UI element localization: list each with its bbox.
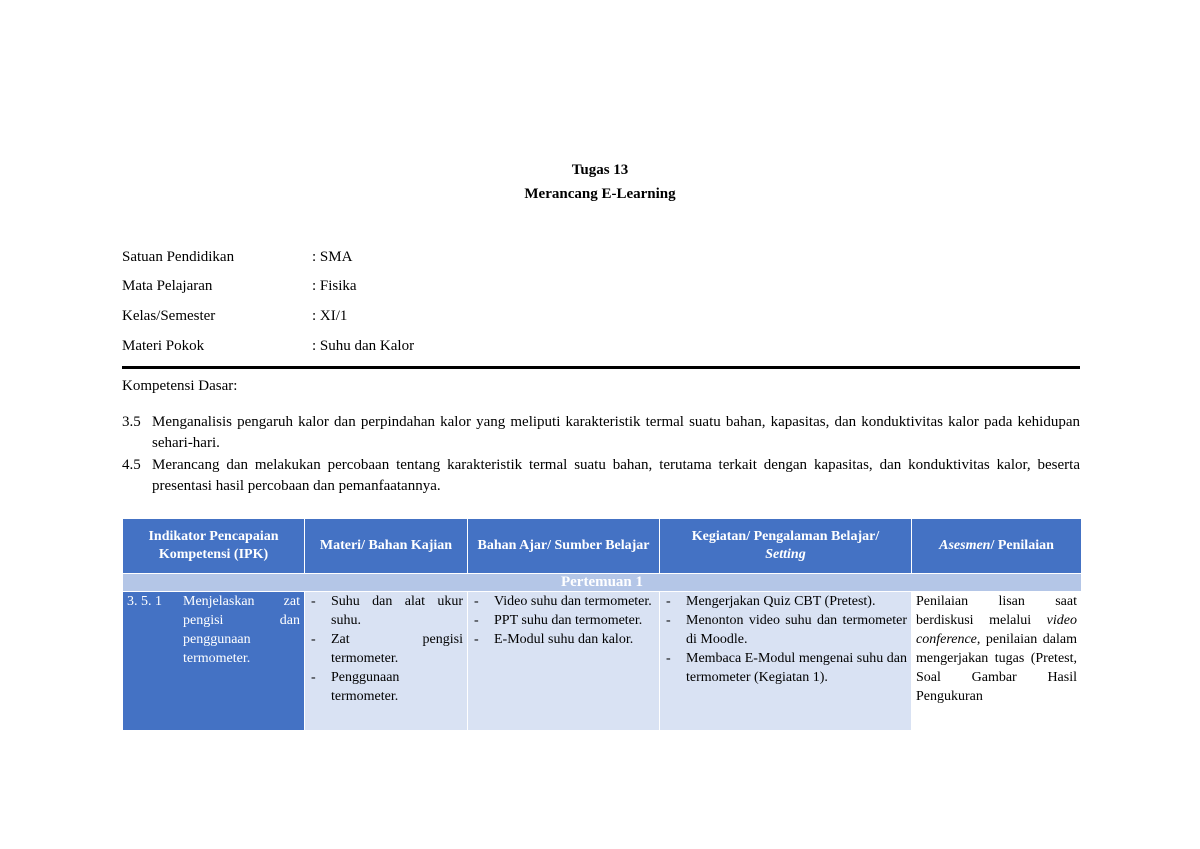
asesmen-cell	[912, 592, 1082, 731]
kompetensi-item	[122, 412, 1080, 454]
list-item: - Zat pengisi termometer.	[311, 632, 463, 666]
bahan-cell	[468, 592, 660, 731]
document-subtitle: Merancang E-Learning	[524, 186, 676, 202]
header-ipk: Indikator Pencapaian Kompetensi (IPK)	[123, 519, 305, 574]
kompetensi-item	[122, 455, 1080, 497]
list-item: - PPT suhu dan termometer.	[474, 613, 643, 628]
learning-plan-table	[122, 518, 1082, 731]
info-label: Kelas/Semester	[122, 308, 216, 324]
info-value: : SMA	[312, 249, 353, 265]
info-value: : Fisika	[312, 278, 357, 294]
list-item: - Suhu dan alat ukur suhu.	[311, 594, 463, 628]
ipk-cell	[123, 592, 305, 731]
header-bahan: Bahan Ajar/ Sumber Belajar	[468, 519, 660, 574]
header-kegiatan-label: Kegiatan/ Pengalaman Belajar/	[691, 529, 880, 544]
header-kegiatan-setting: Setting	[765, 547, 806, 562]
ipk-text: Menjelaskan zat pengisi dan penggunaan termometer.	[183, 594, 300, 666]
header-asesmen-label: / Penilaian	[990, 538, 1054, 553]
header-asesmen-em: Asesmen	[939, 538, 991, 553]
info-label: Satuan Pendidikan	[122, 249, 235, 265]
header-divider	[122, 366, 1080, 369]
list-item: - Video suhu dan termometer.	[474, 594, 652, 609]
table-row	[123, 592, 1082, 731]
header-kegiatan	[660, 519, 912, 574]
info-value: : Suhu dan Kalor	[312, 338, 415, 354]
list-item: - Membaca E-Modul mengenai suhu dan termometer (Kegiatan 1).	[666, 651, 907, 685]
kompetensi-heading: Kompetensi Dasar:	[122, 378, 238, 394]
materi-cell	[305, 592, 468, 731]
list-item: - Menonton video suhu dan termometer di Moodle.	[666, 613, 907, 647]
kompetensi-number: 3.5	[122, 414, 141, 430]
kegiatan-cell	[660, 592, 912, 731]
asesmen-text: Penilaian lisan saat berdiskusi melalui	[916, 594, 1077, 628]
header-asesmen	[912, 519, 1082, 574]
info-label: Mata Pelajaran	[122, 278, 213, 294]
kompetensi-number: 4.5	[122, 457, 141, 473]
info-label: Materi Pokok	[122, 338, 205, 354]
header-materi: Materi/ Bahan Kajian	[305, 519, 468, 574]
kompetensi-text: Merancang dan melakukan percobaan tentang karakteristik termal suatu bahan, terutama terkait dengan kapasitas, dan konduktivitas kalor, beserta presentasi hasil percobaan dan pemanfaatannya.	[152, 457, 1080, 494]
list-item: - E-Modul suhu dan kalor.	[474, 632, 634, 647]
kompetensi-text: Menganalisis pengaruh kalor dan perpindahan kalor yang meliputi karakteristik termal suatu bahan, kapasitas, dan konduktivitas kalor pada kehidupan sehari-hari.	[152, 414, 1080, 451]
list-item: - Mengerjakan Quiz CBT (Pretest).	[666, 594, 876, 609]
asesmen-emphasis: video conference	[916, 613, 1077, 647]
list-item: - Penggunaan termometer.	[311, 670, 400, 704]
document-title: Tugas 13	[571, 162, 629, 178]
info-value: : XI/1	[312, 308, 348, 324]
table-header-row	[123, 519, 1082, 574]
asesmen-text: , penilaian dalam mengerjakan tugas (Pretest, Soal Gambar Hasil Pengukuran	[916, 632, 1077, 704]
meeting-row	[123, 574, 1082, 592]
ipk-number: 3. 5. 1	[127, 594, 162, 609]
meeting-label: Pertemuan 1	[123, 574, 1082, 592]
